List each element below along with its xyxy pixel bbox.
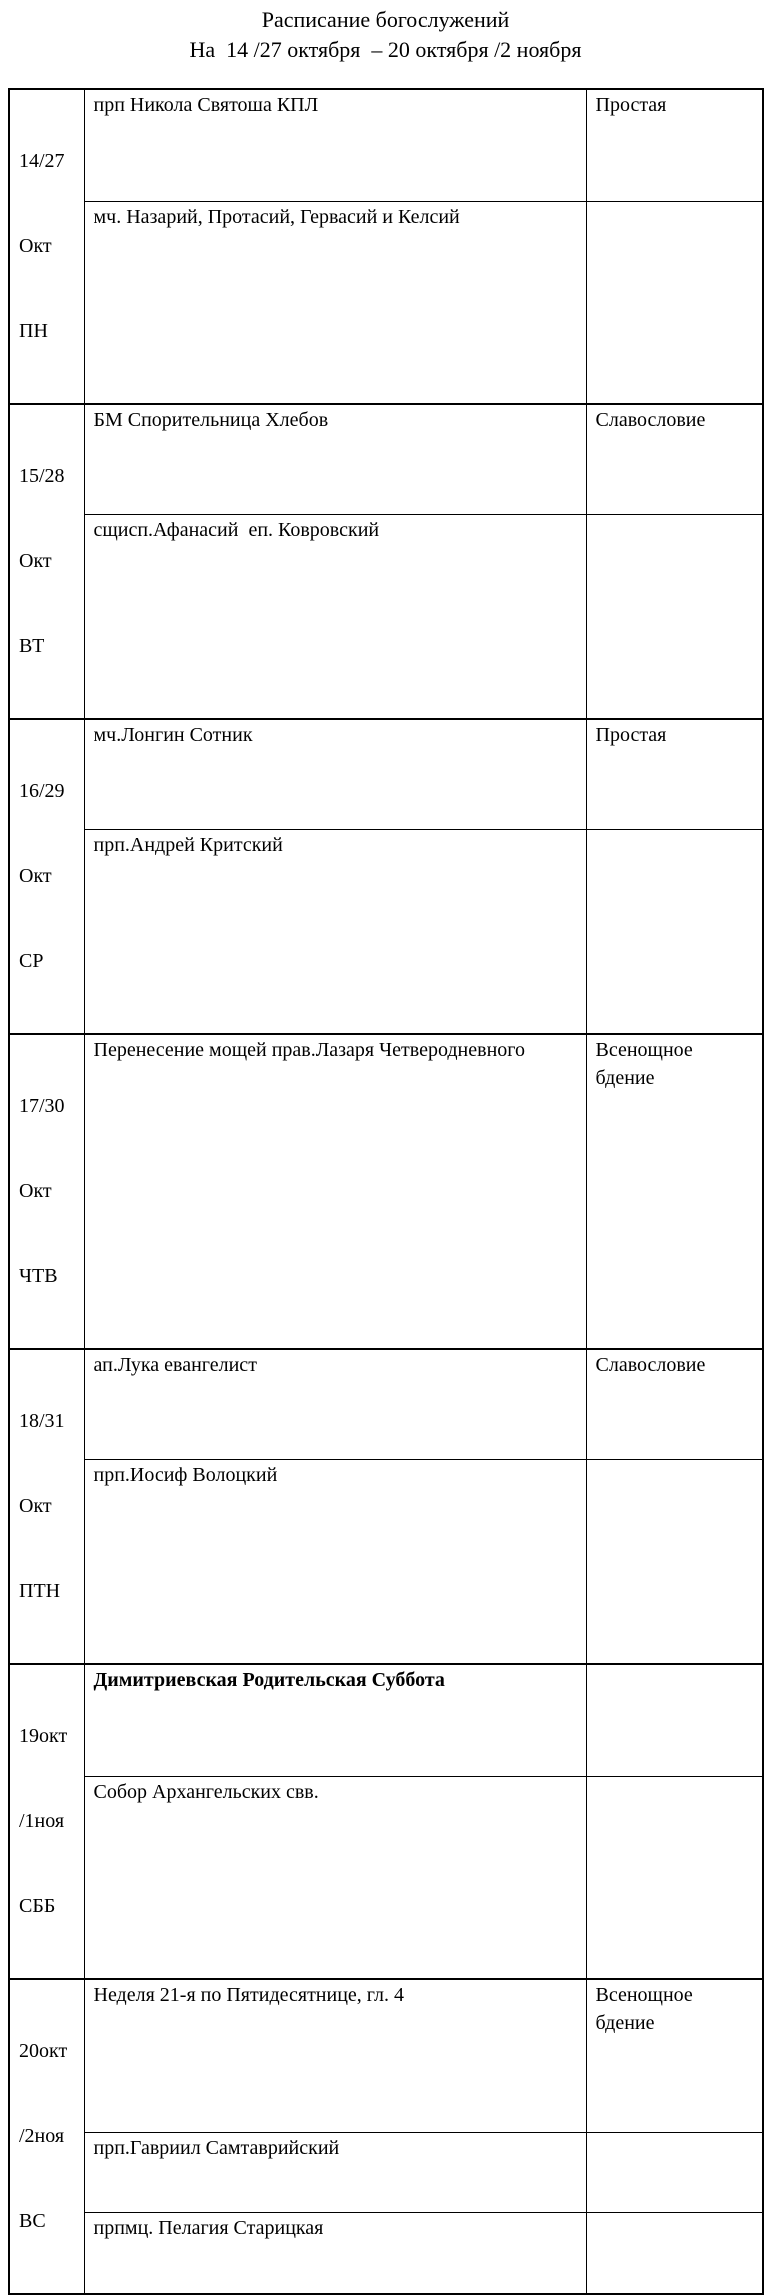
entry-cell: сщисп.Афанасий еп. Ковровский	[84, 515, 586, 719]
service-cell: Славословие	[586, 404, 763, 515]
date-line: Окт	[19, 550, 52, 572]
entry-cell: прп.Гавриил Самтаврийский	[84, 2133, 586, 2213]
date-line: 15/28	[19, 465, 65, 487]
date-cell	[9, 1979, 84, 2294]
date-line: 19окт	[19, 1725, 68, 1747]
service-cell-empty	[586, 201, 763, 404]
service-cell: Всенощное бдение	[586, 1034, 763, 1349]
entry-cell: мч. Назарий, Протасий, Гервасий и Келсий	[84, 201, 586, 404]
date-line: ПТН	[19, 1580, 61, 1602]
service-cell-empty	[586, 1460, 763, 1664]
service-cell-empty	[586, 2213, 763, 2294]
service-cell: Простая	[586, 719, 763, 830]
date-line: 17/30	[19, 1095, 65, 1117]
date-line: /1ноя	[19, 1810, 65, 1832]
service-cell-empty	[586, 515, 763, 719]
service-cell-empty	[586, 2133, 763, 2213]
date-cell	[9, 404, 84, 719]
entry-cell: Перенесение мощей прав.Лазаря Четверодневного	[84, 1034, 586, 1349]
service-cell: Славословие	[586, 1349, 763, 1460]
entry-cell: ап.Лука евангелист	[84, 1349, 586, 1460]
date-cell	[9, 1664, 84, 1979]
title-line-1: Расписание богослужений	[261, 7, 510, 32]
service-cell-empty	[586, 830, 763, 1034]
date-line: 16/29	[19, 780, 65, 802]
service-cell: Простая	[586, 89, 763, 201]
entry-cell: мч.Лонгин Сотник	[84, 719, 586, 830]
document-title	[0, 0, 771, 65]
date-line: Окт	[19, 1495, 52, 1517]
schedule-table	[8, 88, 764, 2295]
date-line: Окт	[19, 865, 52, 887]
entry-cell: прпмц. Пелагия Старицкая	[84, 2213, 586, 2294]
entry-cell: БМ Спорительница Хлебов	[84, 404, 586, 515]
entry-cell: Неделя 21-я по Пятидесятнице, гл. 4	[84, 1979, 586, 2133]
date-line: ВС	[19, 2210, 46, 2232]
date-line: 20окт	[19, 2040, 68, 2062]
date-cell	[9, 719, 84, 1034]
date-line: ПН	[19, 320, 48, 342]
service-cell	[586, 1664, 763, 1776]
entry-cell: Собор Архангельских свв.	[84, 1776, 586, 1979]
entry-cell: Димитриевская Родительская Суббота	[84, 1664, 586, 1776]
date-line: СР	[19, 950, 44, 972]
date-line: Окт	[19, 235, 52, 257]
service-cell: Всенощное бдение	[586, 1979, 763, 2133]
date-line: 14/27	[19, 150, 65, 172]
date-cell	[9, 1034, 84, 1349]
entry-cell: прп Никола Святоша КПЛ	[84, 89, 586, 201]
date-line: 18/31	[19, 1410, 65, 1432]
entry-cell: прп.Андрей Критский	[84, 830, 586, 1034]
date-cell	[9, 1349, 84, 1664]
entry-cell: прп.Иосиф Волоцкий	[84, 1460, 586, 1664]
title-line-2: На 14 /27 октября – 20 октября /2 ноября	[189, 37, 582, 62]
date-line: Окт	[19, 1180, 52, 1202]
date-line: СББ	[19, 1895, 56, 1917]
date-line: ЧТВ	[19, 1265, 58, 1287]
service-cell-empty	[586, 1776, 763, 1979]
date-cell	[9, 89, 84, 404]
date-line: ВТ	[19, 635, 45, 657]
date-line: /2ноя	[19, 2125, 65, 2147]
